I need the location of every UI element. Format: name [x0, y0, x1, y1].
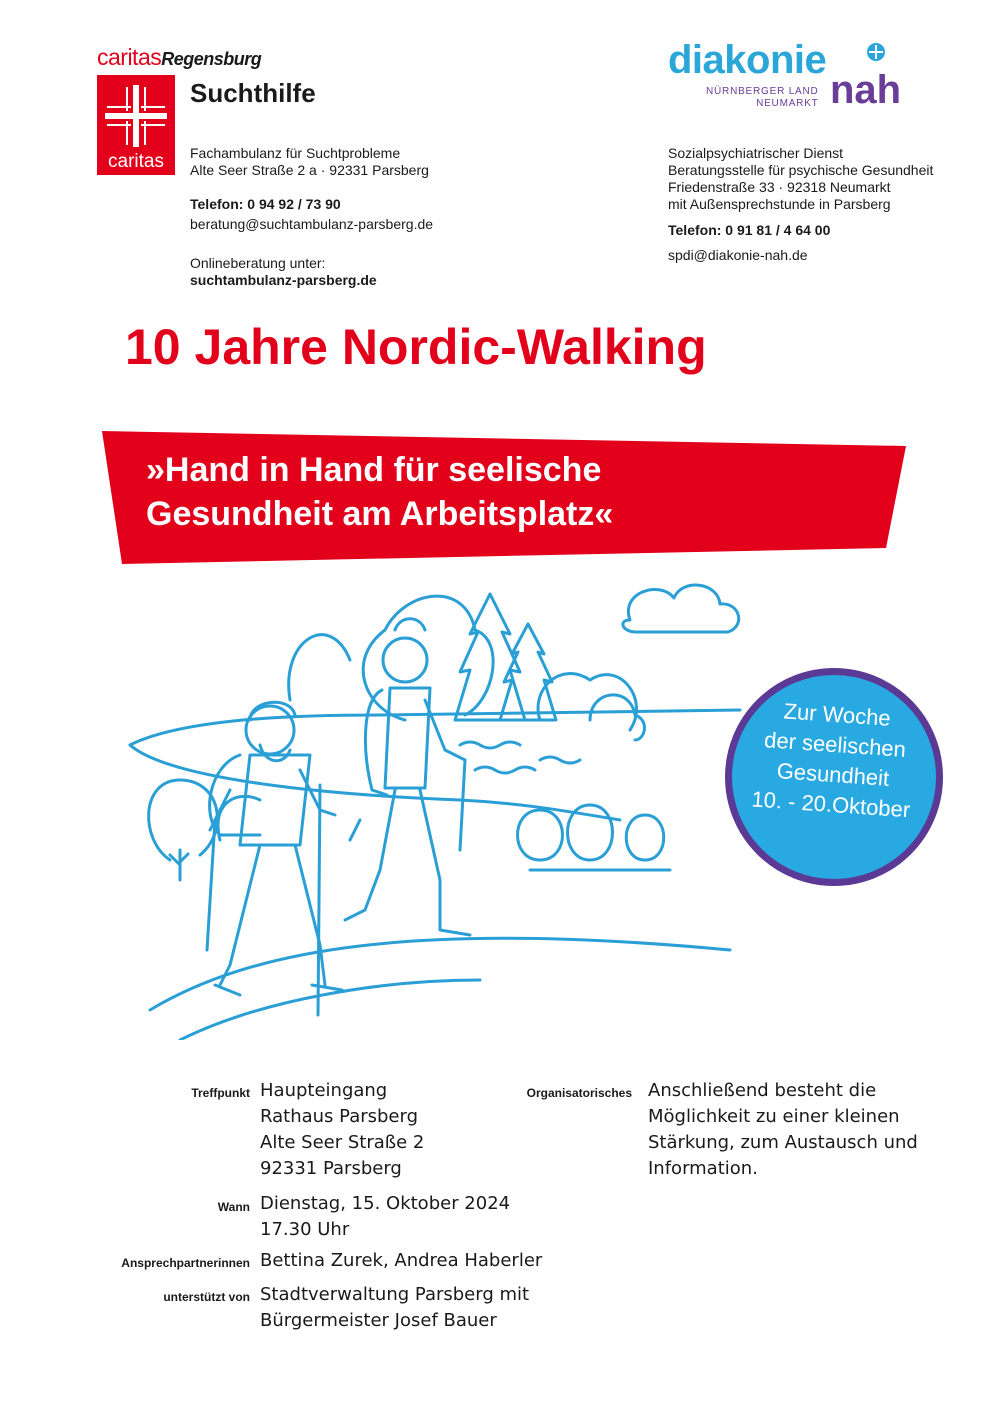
wann-label: Wann — [217, 1200, 250, 1214]
diakonie-wordmark: diakonie — [668, 38, 827, 82]
caritas-phone: Telefon: 0 94 92 / 73 90 — [190, 196, 341, 212]
page-title: 10 Jahre Nordic-Walking — [125, 319, 707, 375]
caritas-online-link[interactable]: suchtambulanz-parsberg.de — [190, 272, 377, 288]
caritas-wordmark: caritasRegensburg — [97, 44, 262, 70]
diakonie-email[interactable]: spdi@diakonie-nah.de — [668, 247, 808, 263]
diakonie-phone: Telefon: 0 91 81 / 4 64 00 — [668, 222, 831, 238]
unterstuetzt-label: unterstützt von — [163, 1290, 250, 1304]
caritas-email[interactable]: beratung@suchtambulanz-parsberg.de — [190, 216, 434, 232]
org-label: Organisatorisches — [526, 1086, 632, 1100]
diakonie-nah: nah — [830, 68, 902, 112]
ansprech-label: Ansprechpartnerinnen — [121, 1256, 250, 1270]
diakonie-address: Sozialpsychiatrischer Dienst Beratungsstelle für psychische Gesundheit Friedenstraße 33 · 92318 Neumarkt mit Außensprechstunde in Parsberg — [668, 145, 934, 212]
caritas-logo-text: caritas — [108, 151, 164, 172]
caritas-address: Fachambulanz für Suchtprobleme Alte Seer Straße 2 a · 92331 Parsberg — [190, 145, 429, 178]
treffpunkt-label: Treffpunkt — [191, 1086, 250, 1100]
diakonie-subtitle: NÜRNBERGER LAND NEUMARKT — [706, 86, 819, 109]
caritas-online: Onlineberatung unter: suchtambulanz-parsberg.de — [190, 255, 377, 288]
treffpunkt-value: Haupteingang Rathaus Parsberg Alte Seer Straße 2 92331 Parsberg — [260, 1080, 425, 1179]
unterstuetzt-value: Stadtverwaltung Parsberg mit Bürgermeister Josef Bauer — [260, 1284, 530, 1331]
wann-value: Dienstag, 15. Oktober 2024 17.30 Uhr — [260, 1193, 511, 1240]
department-title: Suchthilfe — [190, 78, 316, 108]
walkers-illustration — [120, 570, 760, 1040]
org-value: Anschließend besteht die Möglichkeit zu einer kleinen Stärkung, zum Austausch und Information. — [648, 1080, 918, 1179]
banner-text: »Hand in Hand für seelische Gesundheit am Arbeitsplatz« — [146, 451, 614, 533]
ansprech-value: Bettina Zurek, Andrea Haberler — [260, 1250, 543, 1271]
badge-text: Zur Woche der seelischen Gesundheit 10. - 20.Oktober — [750, 698, 912, 823]
